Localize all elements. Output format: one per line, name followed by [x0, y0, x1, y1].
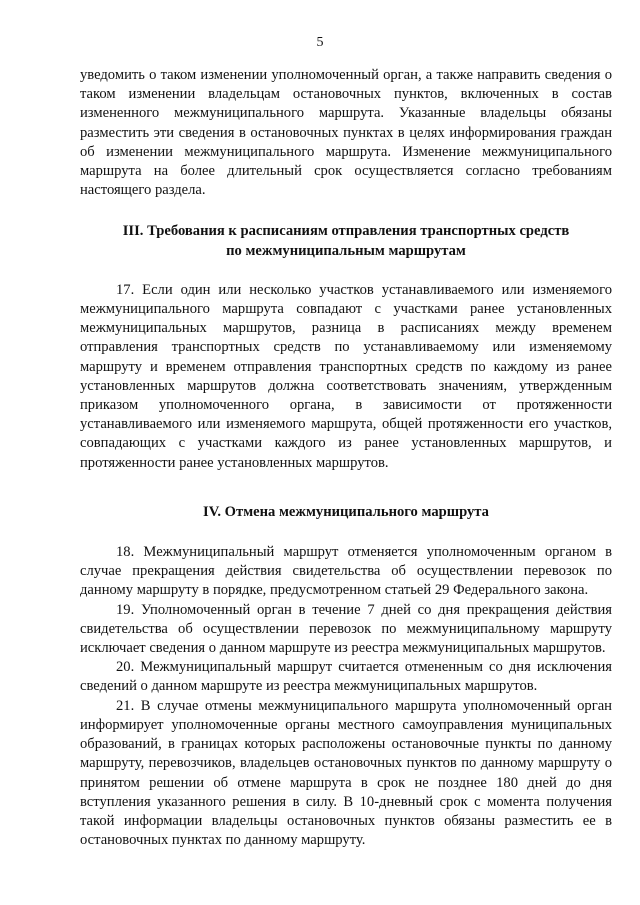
- page-number: 5: [316, 35, 324, 50]
- paragraph-19: 19. Уполномоченный орган в течение 7 дней со дня прекращения действия свидетельства об осуществлении перевозок по межмуниципальному маршруту исключает сведения о данном маршруте из реестра межмуниципальных маршрутов.: [80, 601, 612, 657]
- section-3-title: [80, 222, 612, 260]
- page-body: [80, 66, 612, 850]
- paragraph-20: 20. Межмуниципальный маршрут считается отмененным со дня исключения сведений о данном маршруте из реестра межмуниципальных маршрутов.: [80, 659, 612, 695]
- paragraph-18: 18. Межмуниципальный маршрут отменяется уполномоченным органом в случае прекращения действия свидетельства об осуществлении перевозок по данному маршруту в порядке, предусмотренном статьей 29 Федерального закона.: [80, 544, 612, 599]
- section-4-title: IV. Отмена межмуниципального маршрута: [203, 503, 489, 520]
- section-3-title-line-2: по межмуниципальным маршрутам: [226, 242, 466, 259]
- paragraph-21: 21. В случае отмены межмуниципального маршрута уполномоченный орган информирует уполномоченные органы местного самоуправления муниципальных образований, в границах которых расположены остановочные пункты по данному маршруту, перевозчиков, владельцев остановочных пунктов по данному маршруту о принятом решении об отмене маршрута в срок не позднее 180 дней до дня вступления указанного решения в силу. В 10-дневный срок с момента получения такой информации владельцы остановочных пунктов обязаны разместить ее в остановочных пунктах по данному маршруту.: [80, 697, 612, 849]
- section-3-title-line-1: III. Требования к расписаниям отправления транспортных средств: [122, 223, 570, 240]
- paragraph-17: 17. Если один или несколько участков устанавливаемого или изменяемого межмуниципального маршрута совпадают с участками ранее установленных межмуниципальных маршрутов, разница в расписаниях между временем отправления транспортных средств по устанавливаемому или изменяемому маршруту и временем отправления транспортных средств по каждому из ранее установленных маршрутов должна соответствовать значениям, утвержденным приказом уполномоченного органа, в зависимости от протяженности устанавливаемого или изменяемого маршрута, общей протяженности его участков, совпадающих с участками каждого из ранее установленных маршрутов, и протяженности ранее установленных маршрутов.: [80, 281, 612, 471]
- intro-paragraph: уведомить о таком изменении уполномоченный орган, а также направить сведения о таком изменении владельцам остановочных пунктов, включенных в состав измененного межмуниципального маршрута. Указанные владельцы обязаны разместить эти сведения в остановочных пунктах в целях информирования граждан об изменении межмуниципального маршрута. Изменение межмуниципального маршрута на более длительный срок осуществляется согласно требованиям настоящего раздела.: [80, 67, 612, 199]
